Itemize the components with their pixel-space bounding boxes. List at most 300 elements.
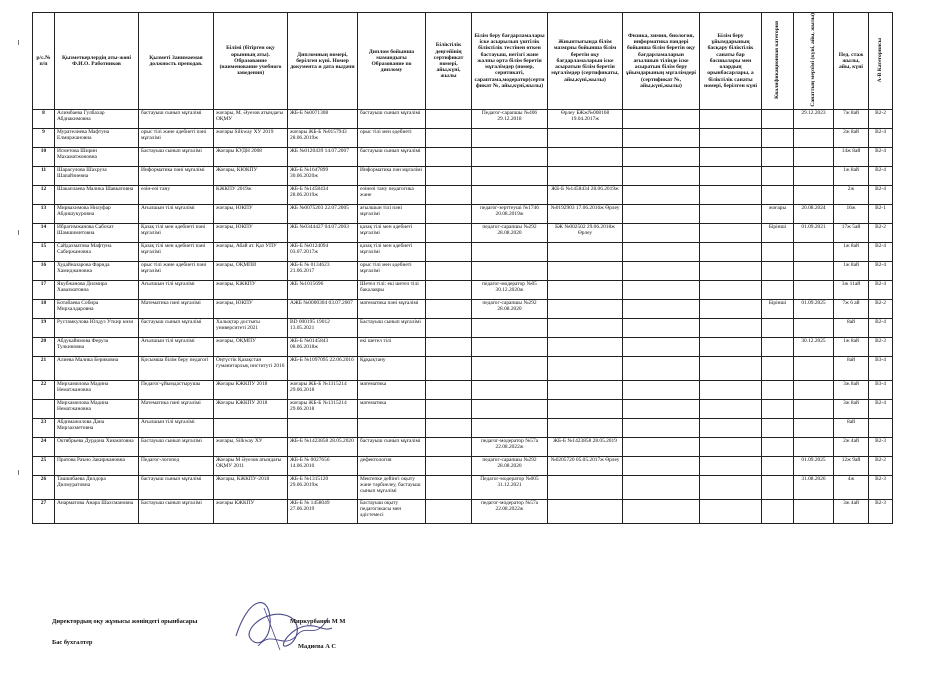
management-category (700, 438, 762, 457)
qualification-category (762, 476, 794, 500)
content-certificate (548, 148, 623, 167)
content-certificate (548, 338, 623, 357)
teaching-experience: 7ж 8ай (834, 110, 869, 129)
qualification-category (762, 243, 794, 262)
qualification-cert (426, 281, 472, 300)
column-header (472, 13, 548, 110)
table-row (33, 457, 893, 476)
diploma-number: ЖБ-Б № 1458049 27.06.2019 (288, 500, 358, 524)
ab-category: В2-4 (869, 186, 893, 205)
test-certificate (472, 186, 548, 205)
english-certificate (623, 357, 700, 381)
diploma-number (288, 419, 358, 438)
management-category (700, 319, 762, 338)
position: Информатика пәні мұғалімі (139, 167, 214, 186)
category-expiry: 31.08.2026 (794, 476, 834, 500)
english-certificate (623, 457, 700, 476)
teaching-experience: 17ж 5ай (834, 224, 869, 243)
content-certificate (548, 243, 623, 262)
employee-name: Ташкибаева Дилдора Дилмуратовна (55, 476, 139, 500)
content-certificate: БЖ №002502 29.06.2018ж Өрлеу (548, 224, 623, 243)
employee-name: Мирхамилова Мадина Нематжановна (55, 381, 139, 400)
english-certificate (623, 381, 700, 400)
position: өзін-өзі тану (139, 186, 214, 205)
content-certificate (548, 419, 623, 438)
row-number (33, 400, 55, 419)
table-row (33, 281, 893, 300)
row-number: 16 (33, 262, 55, 281)
ab-category (869, 419, 893, 438)
qualification-cert (426, 500, 472, 524)
employee-name: Абдимажилова Дана Мирзахметовна (55, 419, 139, 438)
employee-name: Ибрагимжанова Сабохат Шамшимитовна (55, 224, 139, 243)
qualification-cert (426, 338, 472, 357)
management-category (700, 167, 762, 186)
teaching-experience: 7ж 6 ай (834, 300, 869, 319)
employee-name: Ботабаева Собира Мирхалдаровна (55, 300, 139, 319)
employee-name: Мирвахимова Нилуфар Абдишукуровна (55, 205, 139, 224)
content-certificate (548, 476, 623, 500)
table-row (33, 110, 893, 129)
teaching-experience: 3ж 4ай (834, 500, 869, 524)
table-row (33, 400, 893, 419)
management-category (700, 476, 762, 500)
position: орыс тілі және әдебиеті пәні мұғалімі (139, 262, 214, 281)
education: Жоғары, КЖКПУ-2018 (214, 476, 288, 500)
column-header-label: Дипломның номері, берілген күні. Номер документа и дата выдачи (290, 51, 355, 71)
ab-category: В3-4 (869, 357, 893, 381)
diploma-specialty: бастауыш сынып мұғалімі (358, 148, 426, 167)
education: жоғары, ЮКПУ (214, 205, 288, 224)
category-expiry (794, 500, 834, 524)
category-expiry (794, 243, 834, 262)
teaching-experience: 1ж 8ай (834, 243, 869, 262)
diploma-number: жоғары ЖБ-Б №1315214 29.06.2018 (288, 381, 358, 400)
table-row (33, 319, 893, 338)
qualification-cert (426, 381, 472, 400)
position: Ағылшын тілі мұғалімі (139, 281, 214, 300)
ab-category: В2-3 (869, 438, 893, 457)
ab-category: В2-1 (869, 205, 893, 224)
category-expiry (794, 319, 834, 338)
english-certificate (623, 476, 700, 500)
english-certificate (623, 262, 700, 281)
content-certificate: №0192903 17.06.2016ж Өрлеу (548, 205, 623, 224)
english-certificate (623, 129, 700, 148)
education: жоғары КЖКПУ (214, 500, 288, 524)
diploma-specialty: өзінөзі тану педагогика және (358, 186, 426, 205)
column-header (700, 13, 762, 110)
diploma-number: ЖБ-Б № 0134623 21.06.2017 (288, 262, 358, 281)
ab-category: В2-3 (869, 476, 893, 500)
teaching-experience: 1ж 8ай (834, 167, 869, 186)
employee-name: Исметова Ширин Махаматжоновна (55, 148, 139, 167)
ab-category: В2-3 (869, 500, 893, 524)
english-certificate (623, 338, 700, 357)
position: Математика пәні мұғалімі (139, 400, 214, 419)
position: Ағылшын тілі мұғалімі (139, 419, 214, 438)
test-certificate (472, 262, 548, 281)
column-header-label: Біліктілік деңгейінің сертификат номері, айы,күні, жылы (433, 42, 464, 80)
teaching-experience: 1ж 8ай (834, 262, 869, 281)
column-header (794, 13, 834, 110)
row-number: 10 (33, 148, 55, 167)
content-certificate: №0205720 05.05.2017ж Өрлеу (548, 457, 623, 476)
diploma-number: ЖБ-Б №1647899 30.06.2020ж (288, 167, 358, 186)
management-category (700, 262, 762, 281)
teaching-experience: 8ай (834, 357, 869, 381)
content-certificate (548, 262, 623, 281)
column-header-label: Білім беру ұйымдарының басқару біліктілік санаты бар басшылары мен олардың орынбасарлары, a біліктілік санаты номері, берілген күні (703, 33, 758, 89)
ab-category: В2-4 (869, 319, 893, 338)
diploma-specialty: бастауыш сынып мұғалімі (358, 110, 426, 129)
content-certificate (548, 500, 623, 524)
english-certificate (623, 186, 700, 205)
category-expiry: 20.08.2024 (794, 205, 834, 224)
management-category (700, 110, 762, 129)
english-certificate (623, 167, 700, 186)
qualification-category (762, 262, 794, 281)
row-number: 21 (33, 357, 55, 381)
qualification-category: Бірінші (762, 224, 794, 243)
qualification-category (762, 129, 794, 148)
diploma-number: ЖБ-Б №1458434 28.06.2019ж (288, 186, 358, 205)
position: Бастауыш сынып мұғалімі (139, 500, 214, 524)
column-header (214, 13, 288, 110)
category-expiry: 01.09.2025 (794, 457, 834, 476)
table-row (33, 438, 893, 457)
english-certificate (623, 110, 700, 129)
employee-name: Мурателиева Мафтуна Елмиржановна (55, 129, 139, 148)
test-certificate (472, 319, 548, 338)
position: бастауыш сынып мұғалімі (139, 110, 214, 129)
category-expiry (794, 129, 834, 148)
qualification-category (762, 357, 794, 381)
content-certificate (548, 357, 623, 381)
education: жоғары, ЮКПУ (214, 224, 288, 243)
column-header (426, 13, 472, 110)
employee-name: Рустамкулова Юлдуз Уткир кизи (55, 319, 139, 338)
content-certificate (548, 129, 623, 148)
diploma-specialty: қазақ тілі мен әдебиеті мұғалімі (358, 224, 426, 243)
position: бастауыш сынып мұғалімі (139, 319, 214, 338)
row-number: 20 (33, 338, 55, 357)
employee-name: Анарматова Анара Шахсмановна (55, 500, 139, 524)
diploma-number: жоғары ЖБ-Б №1315214 29.06.2018 (288, 400, 358, 419)
row-number: 13 (33, 205, 55, 224)
column-header-label: Білім беру бағдарламалары іске асырылып үштілік біліктілік тестінен өткен бастауыш, негізгі және жалпы орта білім беретін мұғалімдер (номер, серитикаті, сараптама,модератор(сертификат №, айы,күні,жылы) (474, 33, 545, 89)
qualification-cert (426, 438, 472, 457)
content-certificate (548, 300, 623, 319)
management-category (700, 129, 762, 148)
qualification-cert (426, 300, 472, 319)
table-row (33, 338, 893, 357)
teaching-experience: 2ж 8ай (834, 129, 869, 148)
row-number: 27 (33, 500, 55, 524)
test-certificate: педагог-сарапшы №292 28.08.2020 (472, 224, 548, 243)
diploma-specialty: Құқықтану (358, 357, 426, 381)
ab-category: В2-4 (869, 243, 893, 262)
category-expiry (794, 357, 834, 381)
ab-category: В2-4 (869, 129, 893, 148)
accountant-name: Мадиева А С (298, 643, 337, 650)
test-certificate: педагог-сарапшы №292 28.08.2020 (472, 457, 548, 476)
position: Педагог-логопед (139, 457, 214, 476)
qualification-cert (426, 400, 472, 419)
english-certificate (623, 205, 700, 224)
ab-category: В2-4 (869, 167, 893, 186)
column-header (623, 13, 700, 110)
row-number: 22 (33, 381, 55, 400)
teaching-experience: 8ай (834, 419, 869, 438)
category-expiry (794, 148, 834, 167)
qualification-category (762, 500, 794, 524)
diploma-number: ВD 000195 19012 13.05.2021 (288, 319, 358, 338)
table-row (33, 419, 893, 438)
position: Бастауыш сынып мұғалімі (139, 148, 214, 167)
column-header (869, 13, 893, 110)
position: Ағылшын тілі мұғалімі (139, 338, 214, 357)
ab-category: В2-2 (869, 300, 893, 319)
teaching-experience: 3ж 8ай (834, 400, 869, 419)
category-expiry (794, 419, 834, 438)
column-header-label: Физика, химия, биология, информатика пәндері бойынша білім беретін оқу бағдарламаларын ағылшын тілінде іске асыратын білім беру ұйымдарының мұғалімдері (сертификат №, айы,күні,жылы) (626, 33, 696, 89)
table-row (33, 381, 893, 400)
column-header-label: Жиынтығында білім мазмұны бойынша білім беретін оқу бағдарламаларын іске асыратын білім беретін мұғалімдер (сертификаты, айы,күні,жылы) (551, 39, 619, 83)
content-certificate (548, 167, 623, 186)
column-header-label: Квалификационная категория (774, 20, 781, 99)
column-header (548, 13, 623, 110)
column-header-label: Пед. стаж жылы, айы, күні (838, 51, 864, 71)
diploma-number: ЖБ-Б №0145843 08.06.2018ж (288, 338, 358, 357)
position: бастауыш сынып мұғалімі (139, 476, 214, 500)
education: Жоғары М Әуезов атындағы ОҚМУ 2011 (214, 457, 288, 476)
test-certificate (472, 167, 548, 186)
diploma-specialty: Бастауыш оқыту педагогикасы мен әдістемесі (358, 500, 426, 524)
content-certificate: Өрлеу БЖж№008168 19.04.2017ж (548, 110, 623, 129)
content-certificate: ЖБ-Б №1423858 28.05.2019 (548, 438, 623, 457)
management-category (700, 224, 762, 243)
teaching-experience: 3ж 8ай (834, 381, 869, 400)
ab-category: В2-3 (869, 338, 893, 357)
column-header-label: А-В Категориясы (877, 37, 884, 83)
content-certificate (548, 319, 623, 338)
english-certificate (623, 400, 700, 419)
qualification-category (762, 419, 794, 438)
accountant-label: Бас бухгалтер (52, 639, 93, 646)
test-certificate: Педагог-сарапшы №406 29.12.2018 (472, 110, 548, 129)
row-number: 17 (33, 281, 55, 300)
row-number: 23 (33, 419, 55, 438)
diploma-specialty: математика (358, 381, 426, 400)
diploma-number: ЖБ-Б №1097095 22.06.2016 (288, 357, 358, 381)
qualification-cert (426, 457, 472, 476)
qualification-category (762, 381, 794, 400)
diploma-specialty: қазақ тілі мен әдебиеті мұғалімі (358, 243, 426, 262)
deputy-name: Миркурбанов М М (290, 618, 346, 625)
qualification-cert (426, 224, 472, 243)
diploma-number: ЖБ-Б № 0027656 14.06.2010 (288, 457, 358, 476)
teaching-experience: 1ж 8ай (834, 338, 869, 357)
education: жоғары, ОҚМПИ (214, 262, 288, 281)
education: жоғары, Silkway ХУ (214, 438, 288, 457)
teaching-experience: 14ж 8ай (834, 148, 869, 167)
qualification-cert (426, 262, 472, 281)
category-expiry: 29.12.2023 (794, 110, 834, 129)
category-expiry (794, 167, 834, 186)
position: Ағылшын тілі мұғалімі (139, 205, 214, 224)
position: орыс тілі және әдебиеті пәні мұғалімі (139, 129, 214, 148)
diploma-number: ЖБ №0120439 14.07.2007 (288, 148, 358, 167)
ab-category: В2-4 (869, 400, 893, 419)
education: жоғары, ОҚМПУ (214, 338, 288, 357)
staff-table (32, 12, 893, 524)
management-category (700, 243, 762, 262)
category-expiry (794, 281, 834, 300)
test-certificate (472, 357, 548, 381)
row-number: 25 (33, 457, 55, 476)
row-number: 9 (33, 129, 55, 148)
test-certificate (472, 338, 548, 357)
diploma-number: АЖБ №0000304 03.07.2007 (288, 300, 358, 319)
teaching-experience: 12ж 9ай (834, 457, 869, 476)
diploma-specialty: математика (358, 400, 426, 419)
qualification-category (762, 281, 794, 300)
qualification-cert (426, 186, 472, 205)
position: Қазақ тілі мен әдебиеті пәні мұғалімі (139, 224, 214, 243)
column-header-label: Қызметкерлердің аты-жөні Ф.И.О. Работников (61, 54, 132, 67)
table-row (33, 148, 893, 167)
employee-name: Шарасулова Шахруза Шапайзиевна (55, 167, 139, 186)
test-certificate (472, 381, 548, 400)
test-certificate: педагог-зерттеуші №1746 20.08.2019ж (472, 205, 548, 224)
diploma-number: ЖБ №1015696 (288, 281, 358, 300)
qualification-cert (426, 357, 472, 381)
diploma-specialty: Бастауыш сынып мұғалімі (358, 319, 426, 338)
test-certificate (472, 243, 548, 262)
category-expiry (794, 262, 834, 281)
column-header-label: Санаттың мерзімі (күні, айы, жылы) (810, 13, 817, 107)
ab-category: В2-4 (869, 281, 893, 300)
management-category (700, 381, 762, 400)
diploma-number: ЖБ-Б №0124094 03.07.2017ж (288, 243, 358, 262)
qualification-category (762, 167, 794, 186)
education: Жоғары КЖКПУ 2018 (214, 400, 288, 419)
qualification-cert (426, 476, 472, 500)
row-number: 11 (33, 167, 55, 186)
table-row (33, 262, 893, 281)
category-expiry (794, 438, 834, 457)
employee-name: Абдукайимова Феруза Тулкиновна (55, 338, 139, 357)
education: жоғары, Абай ат. Қаз УПУ (214, 243, 288, 262)
position: Математика пәні мұғалімі (139, 300, 214, 319)
employee-name: Алимбаева Гулбахар Абдиакимовна (55, 110, 139, 129)
category-expiry: 01.09.2025 (794, 300, 834, 319)
qualification-category (762, 400, 794, 419)
test-certificate (472, 400, 548, 419)
management-category (700, 419, 762, 438)
row-number: 8 (33, 110, 55, 129)
employee-name: Алиева Малика Бериковна (55, 357, 139, 381)
diploma-specialty: екі шетел тілі (358, 338, 426, 357)
category-expiry: 30.12.2025 (794, 338, 834, 357)
deputy-label: Директордың оқу жұмысы жөніндегі орынбасары (52, 618, 198, 625)
education: жоғары, ЮКПУ (214, 300, 288, 319)
english-certificate (623, 319, 700, 338)
diploma-number: ЖБ-Б №1423858 28.05.2020 (288, 438, 358, 457)
education: жоғары, М. Әуезов атындағы ОҚМУ (214, 110, 288, 129)
english-certificate (623, 281, 700, 300)
qualification-cert (426, 243, 472, 262)
management-category (700, 186, 762, 205)
column-header (139, 13, 214, 110)
column-header (358, 13, 426, 110)
qualification-category (762, 457, 794, 476)
employee-name: Сайдахматова Мафтуна Сабиржановна (55, 243, 139, 262)
table-row (33, 186, 893, 205)
table-row (33, 224, 893, 243)
column-header-label: Білімі (бітірген оқу орынның аты). Образование (наименование учебного заведения) (219, 45, 282, 77)
category-expiry (794, 400, 834, 419)
category-expiry (794, 186, 834, 205)
column-header (55, 13, 139, 110)
row-number: 19 (33, 319, 55, 338)
position: Қосымша білім беру педагогі (139, 357, 214, 381)
english-certificate (623, 419, 700, 438)
diploma-number: жоғары ЖБ-Б №0157943 28.06.2019ж (288, 129, 358, 148)
management-category (700, 357, 762, 381)
qualification-category (762, 319, 794, 338)
diploma-specialty: орыс тілі мен әдебиеті (358, 129, 426, 148)
header-row (33, 13, 893, 110)
column-header (834, 13, 869, 110)
row-number: 12 (33, 186, 55, 205)
diploma-specialty: Мектепке дейінгі оқыту және тәрбиелеу, бастауыш сынып мұғалімі (358, 476, 426, 500)
employee-name: Мирхамилова Мадина Нематжановна (55, 400, 139, 419)
diploma-specialty: Шетел тілі: екі шетел тілі бакалавры (358, 281, 426, 300)
row-number: 24 (33, 438, 55, 457)
column-header (33, 13, 55, 110)
management-category (700, 148, 762, 167)
management-category (700, 281, 762, 300)
content-certificate (548, 281, 623, 300)
management-category (700, 500, 762, 524)
teaching-experience: 4ж (834, 476, 869, 500)
teaching-experience: 16ж (834, 205, 869, 224)
table-row (33, 500, 893, 524)
qualification-cert (426, 129, 472, 148)
test-certificate (472, 129, 548, 148)
column-header-label: Қызметі Занимаемая должность преподав. (149, 54, 203, 67)
employee-name: Шакаплаева Малика Шавкатовна (55, 186, 139, 205)
teaching-experience: 2ж (834, 186, 869, 205)
education: Жоғары, КЮКПУ (214, 167, 288, 186)
qualification-cert (426, 167, 472, 186)
row-number: 15 (33, 243, 55, 262)
row-number: 18 (33, 300, 55, 319)
english-certificate (623, 300, 700, 319)
employee-name: Якубжанова Дилмира Хавазматовна (55, 281, 139, 300)
column-header-label: р/с.№ п/п (36, 54, 51, 67)
test-certificate: педагог-сарапшы №292 28.08.2020 (472, 300, 548, 319)
qualification-cert (426, 319, 472, 338)
diploma-specialty: бастауыш сынып мұғалімі (358, 438, 426, 457)
table-row (33, 205, 893, 224)
content-certificate: ЖБ-Б №1458434 28.06.2019ж (548, 186, 623, 205)
ab-category: В2-4 (869, 262, 893, 281)
qualification-category (762, 338, 794, 357)
english-certificate (623, 243, 700, 262)
